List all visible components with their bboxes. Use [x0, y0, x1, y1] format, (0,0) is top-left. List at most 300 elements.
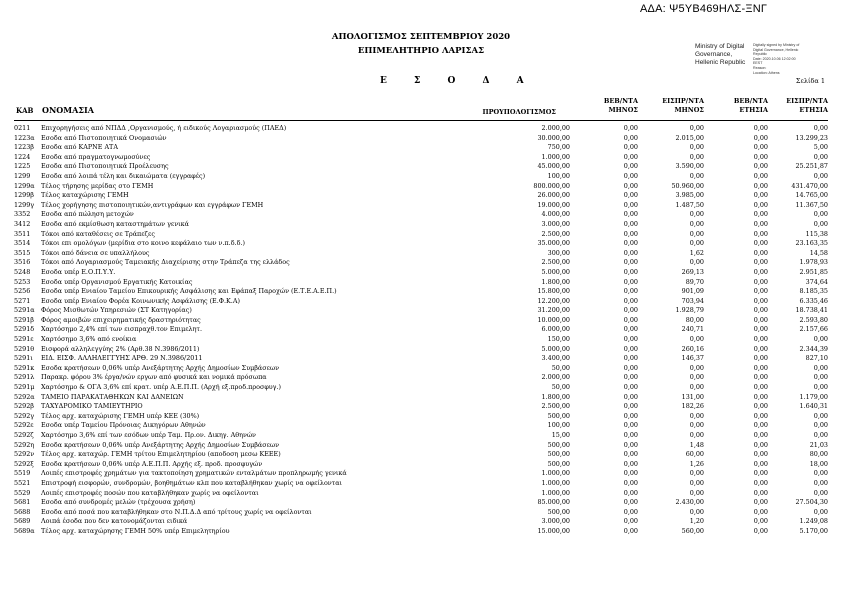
table-row: [14, 527, 828, 537]
signature-details: Digitally signed by Ministry of Digital Governance, Hellenic Republic Date: 2020.10.06 12:02:00 EEST Reason: Location: Athens: [753, 43, 800, 75]
row-year-collected: 8.185,35: [799, 287, 828, 296]
row-year-committed: 0,00: [753, 344, 768, 353]
row-year-committed: 0,00: [753, 152, 768, 161]
row-budget: 500,00: [547, 440, 570, 449]
row-code: 1299α: [14, 181, 35, 190]
row-budget: 3.400,00: [541, 354, 570, 363]
row-code: 5291θ: [14, 344, 35, 353]
row-description: Επιχορηγήσεις από ΝΠΔΔ ,Οργανισμούς, ή ειδικούς Λογαριασμούς (ΠΑΕΔ): [41, 124, 287, 132]
row-month-collected: 89,70: [685, 277, 704, 286]
header-name: ΟΝΟΜΑΣΙΑ: [42, 105, 94, 115]
table-row: [14, 268, 828, 278]
row-month-committed: 0,00: [623, 354, 638, 363]
row-year-committed: 0,00: [753, 200, 768, 209]
table-row: [14, 297, 828, 307]
row-year-committed: 0,00: [753, 335, 768, 344]
row-year-collected: 827,10: [805, 354, 828, 363]
row-budget: 500,00: [547, 459, 570, 468]
header-kab: ΚΑΒ: [16, 106, 34, 115]
row-month-committed: 0,00: [623, 431, 638, 439]
row-code: 5291ι: [14, 354, 33, 363]
row-year-collected: 25.251,87: [795, 162, 828, 171]
row-code: 5681: [14, 498, 31, 507]
row-year-committed: 0,00: [753, 258, 768, 267]
row-year-committed: 0,00: [753, 498, 768, 507]
row-budget: 3.000,00: [541, 517, 570, 526]
revenue-table: [14, 124, 828, 537]
row-year-collected: 6.335,46: [799, 296, 828, 305]
row-budget: 100,00: [547, 171, 570, 180]
row-description: Εσοδα υπέρ Οργανισμού Εργατικής Κατοικίας: [41, 277, 193, 286]
row-year-collected: 431.470,00: [791, 181, 828, 190]
row-year-committed: 0,00: [753, 277, 768, 286]
row-year-committed: 0,00: [753, 402, 768, 411]
row-month-committed: 0,00: [623, 517, 638, 526]
row-month-collected: 182,26: [681, 402, 704, 411]
row-description: Φόρος αμοιβών επιχειρηματικής δραστηριότητας: [41, 315, 201, 324]
row-description: Χαρτόσημο & ΟΓΑ 3,6% επί κρατ. υπέρ Α.Ε.Π.Π. (Αρχή εξ.προδ.προσφυγ.): [41, 383, 282, 392]
row-budget: 2.000,00: [541, 124, 570, 132]
row-year-committed: 0,00: [753, 306, 768, 315]
row-code: 5291α: [14, 306, 35, 315]
row-description: Τόκοι από δάνεια σε υπαλλήλους: [41, 248, 150, 257]
header-budget: ΠΡΟΥΠΟΛΟΓΙΣΜΟΣ: [482, 108, 556, 116]
row-code: 3352: [14, 210, 31, 219]
row-code: 5292α: [14, 392, 35, 401]
row-month-collected: 260,16: [681, 344, 704, 353]
row-month-committed: 0,00: [623, 152, 638, 161]
row-year-collected: 2.951,85: [799, 267, 828, 276]
row-month-collected: 901,09: [681, 287, 704, 296]
row-year-committed: 0,00: [753, 267, 768, 276]
row-code: 1299β: [14, 191, 34, 200]
row-month-committed: 0,00: [623, 373, 638, 382]
row-month-committed: 0,00: [623, 210, 638, 219]
row-code: 5689: [14, 517, 31, 526]
row-description: Τέλος καταχώρισης ΓΕΜΗ: [41, 191, 129, 200]
row-year-collected: 374,64: [805, 277, 828, 286]
row-code: 5291κ: [14, 363, 35, 372]
row-code: 1299: [14, 171, 31, 180]
row-code: 3514: [14, 239, 31, 248]
row-description: Φόρος Μισθωτών Υπηρεσιών (ΣΤ Κατηγορίας): [41, 306, 192, 315]
header-year-committed: ΒΕΒ/ΝΤΑ ΕΤΗΣΙΑ: [733, 97, 768, 114]
row-month-committed: 0,00: [623, 421, 638, 430]
row-code: 3511: [14, 229, 31, 238]
row-budget: 1.000,00: [541, 469, 570, 478]
row-year-committed: 0,00: [753, 325, 768, 334]
row-code: 1225: [14, 162, 31, 171]
row-month-committed: 0,00: [623, 402, 638, 411]
row-year-collected: 0,00: [813, 507, 828, 516]
row-code: 5688: [14, 507, 31, 516]
row-year-committed: 0,00: [753, 133, 768, 142]
row-year-collected: 0,00: [813, 363, 828, 372]
row-description: Τόκοι από Λογαριασμούς Ταμειακής Διαχείρισης στην Τράπεζα της ελλάδος: [41, 258, 290, 267]
row-description: Εσοδα από πώληση μετοχών: [41, 210, 134, 219]
row-code: 5291β: [14, 315, 34, 324]
row-month-collected: 703,94: [681, 296, 704, 305]
row-month-collected: 1,48: [689, 440, 704, 449]
row-month-collected: 0,00: [689, 143, 704, 152]
row-description: Χαρτόσημο 3,6% επί των εσόδων υπέρ Ταμ. Πρ.ον. Δικηγ. Αθηνών: [41, 431, 256, 439]
row-code: 5256: [14, 287, 31, 296]
row-year-committed: 0,00: [753, 124, 768, 132]
row-description: Λοιπές επιστροφές χρημάτων για τακτοποίηση χρηματικών ενταλμάτων προπληρωμής γενικά: [41, 469, 347, 478]
row-budget: 15.800,00: [537, 287, 570, 296]
row-month-committed: 0,00: [623, 277, 638, 286]
row-year-collected: 0,00: [813, 421, 828, 430]
row-year-committed: 0,00: [753, 287, 768, 296]
row-description: Εσοδα κρατήσεων 0,06% υπέρ Ανεξάρτητης Αρχής Δημοσίων Συμβάσεων: [41, 440, 280, 449]
row-month-collected: 0,00: [689, 239, 704, 248]
table-row: [14, 373, 828, 383]
row-year-committed: 0,00: [753, 526, 768, 535]
row-month-collected: 0,00: [689, 258, 704, 267]
row-year-collected: 0,00: [813, 124, 828, 132]
table-row: [14, 460, 828, 470]
row-year-collected: 5.170,00: [799, 526, 828, 535]
row-budget: 10.000,00: [537, 315, 570, 324]
row-code: 0211: [14, 124, 31, 132]
row-description: Εσοδα από πραγματογνωμοσύνες: [41, 152, 151, 161]
row-month-committed: 0,00: [623, 459, 638, 468]
row-year-collected: 0,00: [813, 152, 828, 161]
row-year-committed: 0,00: [753, 469, 768, 478]
row-year-committed: 0,00: [753, 363, 768, 372]
table-row: [14, 402, 828, 412]
row-month-collected: 0,00: [689, 210, 704, 219]
row-code: 5292ν: [14, 450, 35, 459]
row-budget: 19.000,00: [537, 200, 570, 209]
row-month-collected: 0,00: [689, 229, 704, 238]
row-month-committed: 0,00: [623, 469, 638, 478]
row-month-collected: 0,00: [689, 363, 704, 372]
row-budget: 85.000,00: [537, 498, 570, 507]
table-row: [14, 498, 828, 508]
row-description: Εισφορά αλληλεγγύης 2% (Αρθ.38 Ν.3986/2011): [41, 344, 200, 353]
row-budget: 100,00: [547, 421, 570, 430]
row-budget: 26.000,00: [537, 191, 570, 200]
row-year-collected: 80,00: [809, 450, 828, 459]
row-description: Τέλος αρχ. καταχώρ. ΓΕΜΗ τρίτου Επιμελητηρίου (αποδοση μεσω ΚΕΕΕ): [41, 450, 281, 459]
row-code: 5292ε: [14, 421, 34, 430]
row-month-committed: 0,00: [623, 315, 638, 324]
row-month-collected: 1,62: [689, 248, 704, 257]
row-year-collected: 0,00: [813, 478, 828, 487]
row-year-collected: 0,00: [813, 335, 828, 344]
row-budget: 2.500,00: [541, 402, 570, 411]
table-row: [14, 517, 828, 527]
row-code: 5291ε: [14, 335, 34, 344]
row-budget: 12.200,00: [537, 296, 570, 305]
header-divider: [14, 120, 828, 121]
row-month-committed: 0,00: [623, 363, 638, 372]
row-code: 5292β: [14, 402, 34, 411]
row-month-collected: 0,00: [689, 411, 704, 420]
row-code: 5292ζ: [14, 431, 34, 439]
table-row: [14, 306, 828, 316]
row-code: 1299γ: [14, 200, 35, 209]
row-year-committed: 0,00: [753, 459, 768, 468]
row-description: Τέλος αρχ. καταχώρησης ΓΕΜΗ 50% υπέρ Επιμελητηρίου: [41, 526, 230, 535]
row-month-collected: 0,00: [689, 469, 704, 478]
row-year-collected: 18.738,41: [795, 306, 828, 315]
row-month-collected: 1,26: [689, 459, 704, 468]
table-row: [14, 220, 828, 230]
row-year-collected: 1.179,00: [799, 392, 828, 401]
row-month-collected: 0,00: [689, 421, 704, 430]
row-year-committed: 0,00: [753, 431, 768, 439]
row-description: Εσοδα από λοιπά τέλη και δικαιώματα (εγγραφές): [41, 171, 206, 180]
table-row: [14, 441, 828, 451]
row-month-committed: 0,00: [623, 498, 638, 507]
row-month-collected: 60,00: [685, 450, 704, 459]
row-month-collected: 146,37: [681, 354, 704, 363]
table-row: [14, 421, 828, 431]
row-year-committed: 0,00: [753, 191, 768, 200]
row-year-committed: 0,00: [753, 507, 768, 516]
row-year-committed: 0,00: [753, 296, 768, 305]
row-month-collected: 0,00: [689, 171, 704, 180]
table-row: [14, 469, 828, 479]
table-row: [14, 364, 828, 374]
row-month-collected: 0,00: [689, 124, 704, 132]
row-code: 5292ξ: [14, 459, 34, 468]
row-code: 1223β: [14, 143, 34, 152]
row-year-committed: 0,00: [753, 219, 768, 228]
row-month-collected: 0,00: [689, 431, 704, 439]
row-month-committed: 0,00: [623, 440, 638, 449]
table-row: [14, 210, 828, 220]
row-year-committed: 0,00: [753, 450, 768, 459]
row-budget: 31.200,00: [537, 306, 570, 315]
row-month-collected: 0,00: [689, 488, 704, 497]
table-row: [14, 230, 828, 240]
row-year-committed: 0,00: [753, 421, 768, 430]
row-budget: 45.000,00: [537, 162, 570, 171]
row-budget: 2.000,00: [541, 373, 570, 382]
row-code: 5291μ: [14, 383, 35, 392]
table-row: [14, 239, 828, 249]
row-budget: 1.000,00: [541, 152, 570, 161]
row-description: Εσοδα από ΚΑΡΝΕ ΑΤΑ: [41, 143, 118, 152]
row-description: Τέλος χορήγησης πιστοποιητικών,αντιγράφων και εγγράφων ΓΕΜΗ: [41, 200, 264, 209]
row-budget: 150,00: [547, 335, 570, 344]
row-budget: 35.000,00: [537, 239, 570, 248]
row-month-collected: 3.985,00: [675, 191, 704, 200]
row-budget: 2.500,00: [541, 229, 570, 238]
row-description: Εσοδα υπέρ Ε.Ο.Π.Υ.Υ.: [41, 267, 116, 276]
row-budget: 800.000,00: [533, 181, 570, 190]
row-month-committed: 0,00: [623, 133, 638, 142]
row-month-committed: 0,00: [623, 526, 638, 535]
row-code: 3515: [14, 248, 31, 257]
row-description: Εσοδα κρατήσεων 0,06% υπέρ Α.Ε.Π.Π. Αρχής εξ. προδ. προσφυγών: [41, 459, 263, 468]
row-month-committed: 0,00: [623, 478, 638, 487]
row-budget: 5.000,00: [541, 344, 570, 353]
row-month-committed: 0,00: [623, 248, 638, 257]
row-year-committed: 0,00: [753, 239, 768, 248]
row-budget: 750,00: [547, 143, 570, 152]
row-budget: 500,00: [547, 450, 570, 459]
row-description: Χαρτόσημο 3,6% από ενοίκια: [41, 335, 137, 344]
row-month-committed: 0,00: [623, 239, 638, 248]
row-code: 5291λ: [14, 373, 35, 382]
row-year-collected: 2.593,80: [799, 315, 828, 324]
section-heading: Ε Σ Ο Δ Α: [380, 76, 536, 86]
row-month-committed: 0,00: [623, 267, 638, 276]
table-row: [14, 393, 828, 403]
header-month-collected: ΕΙΣΠΡ/ΝΤΑ ΜΗΝΟΣ: [662, 97, 704, 114]
row-year-committed: 0,00: [753, 383, 768, 392]
header-month-committed: ΒΕΒ/ΝΤΑ ΜΗΝΟΣ: [603, 97, 638, 114]
digital-signature-stamp: [695, 43, 835, 79]
row-year-committed: 0,00: [753, 315, 768, 324]
row-budget: 6.000,00: [541, 325, 570, 334]
row-budget: 500,00: [547, 507, 570, 516]
table-row: [14, 249, 828, 259]
row-code: 5291δ: [14, 325, 35, 334]
row-budget: 500,00: [547, 411, 570, 420]
row-month-committed: 0,00: [623, 507, 638, 516]
row-month-collected: 560,00: [681, 526, 704, 535]
row-year-collected: 18,00: [809, 459, 828, 468]
row-year-committed: 0,00: [753, 440, 768, 449]
row-description: Εσοδα υπέρ Ενιαίου Ταμείου Επικουρικής Ασφάλισης και Εφάπαξ Παροχών (Ε.Τ.Ε.Α.Ε.Π.): [41, 287, 337, 296]
row-month-collected: 240,71: [681, 325, 704, 334]
ada-code: ΑΔΑ: Ψ5ΥΒ469ΗΛΣ-ΞΝΓ: [640, 3, 768, 15]
row-year-collected: 23.163,35: [795, 239, 828, 248]
table-row: [14, 124, 828, 134]
row-month-committed: 0,00: [623, 171, 638, 180]
row-month-committed: 0,00: [623, 191, 638, 200]
row-year-committed: 0,00: [753, 162, 768, 171]
row-year-collected: 1.978,93: [799, 258, 828, 267]
row-year-collected: 0,00: [813, 488, 828, 497]
row-year-committed: 0,00: [753, 210, 768, 219]
table-row: [14, 201, 828, 211]
row-year-committed: 0,00: [753, 488, 768, 497]
row-year-collected: 0,00: [813, 210, 828, 219]
row-description: Παρακρ. φόρου 3% έργα/νών εργων από φυσικά και νομικά πρόσωπα: [41, 373, 267, 382]
row-month-collected: 0,00: [689, 335, 704, 344]
row-month-committed: 0,00: [623, 162, 638, 171]
table-row: [14, 287, 828, 297]
row-month-collected: 50.960,00: [671, 181, 704, 190]
row-month-collected: 0,00: [689, 383, 704, 392]
table-row: [14, 258, 828, 268]
row-code: 5292η: [14, 440, 35, 449]
row-description: Τόκοι από καταθέσεις σε Τράπεζες: [41, 229, 155, 238]
row-year-committed: 0,00: [753, 229, 768, 238]
table-row: [14, 450, 828, 460]
row-code: 5253: [14, 277, 31, 286]
row-month-committed: 0,00: [623, 219, 638, 228]
table-row: [14, 316, 828, 326]
row-budget: 1.000,00: [541, 478, 570, 487]
table-row: [14, 278, 828, 288]
row-budget: 50,00: [551, 383, 570, 392]
table-row: [14, 431, 828, 441]
row-description: Επιστροφή εισφορών, συνδρομών, βοηθημάτων κλπ που καταβλήθηκαν χωρίς να οφείλονται: [41, 478, 343, 487]
row-year-committed: 0,00: [753, 143, 768, 152]
row-budget: 4.000,00: [541, 210, 570, 219]
row-year-collected: 21,03: [809, 440, 828, 449]
table-row: [14, 383, 828, 393]
table-row: [14, 143, 828, 153]
row-budget: 5.000,00: [541, 267, 570, 276]
row-budget: 50,00: [551, 363, 570, 372]
table-row: [14, 354, 828, 364]
row-budget: 30.000,00: [537, 133, 570, 142]
row-description: Εσοδα υπέρ Ταμείου Πρόνοιας Δικηγόρων Αθηνών: [41, 421, 206, 430]
row-description: Τόκοι επι ομολόγων (μερίδια στο κοινο κεφάλαιο των ν.π.δ.δ.): [41, 239, 245, 248]
row-budget: 1.800,00: [541, 277, 570, 286]
row-budget: 2.500,00: [541, 258, 570, 267]
row-month-committed: 0,00: [623, 200, 638, 209]
row-month-committed: 0,00: [623, 287, 638, 296]
row-description: Λοιπά έσοδα που δεν κατονομάζονται ειδικά: [41, 517, 188, 526]
row-code: 1224: [14, 152, 31, 161]
table-row: [14, 191, 828, 201]
row-month-committed: 0,00: [623, 143, 638, 152]
row-month-collected: 2.430,00: [675, 498, 704, 507]
row-code: 3516: [14, 258, 31, 267]
row-month-committed: 0,00: [623, 344, 638, 353]
table-row: [14, 508, 828, 518]
row-month-committed: 0,00: [623, 335, 638, 344]
row-month-committed: 0,00: [623, 488, 638, 497]
row-year-collected: 2.157,66: [799, 325, 828, 334]
row-month-collected: 131,00: [681, 392, 704, 401]
table-row: [14, 335, 828, 345]
row-year-collected: 0,00: [813, 219, 828, 228]
row-month-collected: 0,00: [689, 152, 704, 161]
row-budget: 3.000,00: [541, 219, 570, 228]
row-month-committed: 0,00: [623, 392, 638, 401]
row-year-collected: 11.367,50: [795, 200, 828, 209]
table-row: [14, 172, 828, 182]
row-year-collected: 1.640,31: [799, 402, 828, 411]
row-budget: 15.000,00: [537, 526, 570, 535]
row-budget: 300,00: [547, 248, 570, 257]
row-year-committed: 0,00: [753, 354, 768, 363]
row-month-committed: 0,00: [623, 325, 638, 334]
row-description: ΤΑΜΕΙΟ ΠΑΡΑΚΑΤΑΘΗΚΩΝ ΚΑΙ ΔΑΝΕΙΩΝ: [41, 392, 184, 401]
row-month-collected: 1.928,79: [675, 306, 704, 315]
row-code: 5529: [14, 488, 31, 497]
row-month-collected: 1,20: [689, 517, 704, 526]
row-description: ΤΑΧΥΔΡΟΜΙΚΟ ΤΑΜΙΕΥΤΗΡΙΟ: [41, 402, 143, 411]
row-description: Εσοδα κρατήσεων 0,06% υπέρ Ανεξάρτητης Αρχής Δημοσίων Συμβάσεων: [41, 363, 280, 372]
row-month-committed: 0,00: [623, 296, 638, 305]
table-row: [14, 412, 828, 422]
row-code: 5292γ: [14, 411, 35, 420]
row-year-collected: 2.344,39: [799, 344, 828, 353]
row-month-collected: 1.487,50: [675, 200, 704, 209]
row-year-collected: 1.249,08: [799, 517, 828, 526]
row-description: Τέλος τήρησης μερίδας στο ΓΕΜΗ: [41, 181, 154, 190]
row-month-committed: 0,00: [623, 306, 638, 315]
row-year-collected: 0,00: [813, 373, 828, 382]
row-code: 5519: [14, 469, 31, 478]
row-code: 5271: [14, 296, 31, 305]
signature-issuer: Ministry of Digital Governance, Hellenic Republic: [695, 43, 746, 66]
row-year-collected: 14.765,00: [795, 191, 828, 200]
table-row: [14, 479, 828, 489]
row-year-committed: 0,00: [753, 411, 768, 420]
